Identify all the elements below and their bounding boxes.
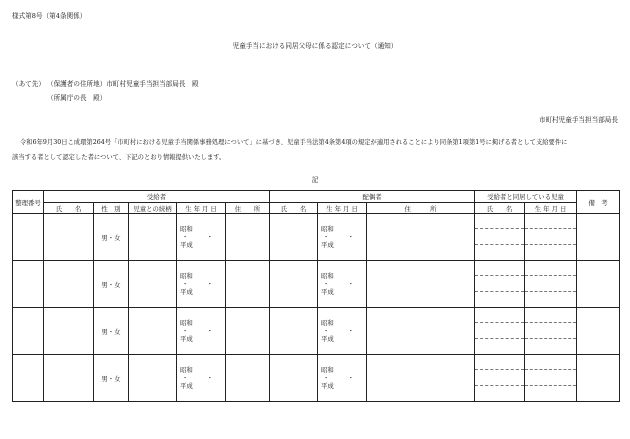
cell-recipient-gender: 男・女 xyxy=(94,214,129,261)
cell-recipient-name[interactable] xyxy=(44,308,94,355)
cell-recipient-relation[interactable] xyxy=(129,355,177,402)
cell-number[interactable] xyxy=(13,308,44,355)
era-heisei: 平成 xyxy=(180,241,193,249)
era-heisei: 平成 xyxy=(321,241,334,249)
era-heisei: 平成 xyxy=(321,288,334,296)
date-separator: ・ ・ xyxy=(181,280,219,288)
cell-recipient-address[interactable] xyxy=(226,214,270,261)
cell-recipient-birthdate[interactable] xyxy=(177,355,226,402)
addressee-line1: （保護者の住所地）市町村児童手当担当部局長 殿 xyxy=(47,80,199,88)
cell-spouse-address[interactable] xyxy=(367,308,475,355)
addressee-line2: （所属庁の長 殿） xyxy=(47,94,107,102)
cell-notes[interactable] xyxy=(577,308,620,355)
cell-recipient-name[interactable] xyxy=(44,355,94,402)
cell-recipient-name[interactable] xyxy=(44,214,94,261)
date-separator: ・ ・ xyxy=(322,374,361,382)
table-row xyxy=(13,308,620,355)
cell-recipient-gender: 男・女 xyxy=(94,355,129,402)
era-showa: 昭和 xyxy=(180,319,193,327)
date-separator: ・ ・ xyxy=(322,280,361,288)
cell-recipient-birthdate[interactable] xyxy=(177,214,226,261)
cell-notes[interactable] xyxy=(577,214,620,261)
era-heisei: 平成 xyxy=(321,382,334,390)
date-separator: ・ ・ xyxy=(322,233,361,241)
cell-notes[interactable] xyxy=(577,355,620,402)
cell-child-name[interactable] xyxy=(475,261,525,308)
sub-recipient-address: 住 所 xyxy=(226,203,270,214)
cell-recipient-relation[interactable] xyxy=(129,214,177,261)
cell-recipient-gender: 男・女 xyxy=(94,261,129,308)
era-showa: 昭和 xyxy=(180,366,193,374)
cell-spouse-name[interactable] xyxy=(270,214,318,261)
sub-child-name: 氏 名 xyxy=(475,203,525,214)
table-row xyxy=(13,355,620,402)
cell-spouse-name[interactable] xyxy=(270,261,318,308)
cell-child-birthdate[interactable] xyxy=(525,261,577,308)
cell-spouse-birthdate[interactable] xyxy=(318,308,367,355)
cell-recipient-address[interactable] xyxy=(226,261,270,308)
sub-recipient-gender: 性 別 xyxy=(94,203,129,214)
cell-recipient-relation[interactable] xyxy=(129,308,177,355)
era-heisei: 平成 xyxy=(180,335,193,343)
sub-recipient-name: 氏 名 xyxy=(44,203,94,214)
cell-number[interactable] xyxy=(13,261,44,308)
header-notes: 備 考 xyxy=(577,191,620,214)
cell-number[interactable] xyxy=(13,355,44,402)
era-showa: 昭和 xyxy=(180,225,193,233)
date-separator: ・ ・ xyxy=(181,374,219,382)
cell-spouse-address[interactable] xyxy=(367,214,475,261)
info-table xyxy=(12,190,620,402)
era-showa: 昭和 xyxy=(321,319,334,327)
addressee-prefix: （あて先） xyxy=(12,80,45,88)
cell-spouse-address[interactable] xyxy=(367,355,475,402)
cell-spouse-name[interactable] xyxy=(270,308,318,355)
cell-child-name[interactable] xyxy=(475,355,525,402)
era-showa: 昭和 xyxy=(321,366,334,374)
cell-child-birthdate[interactable] xyxy=(525,214,577,261)
date-separator: ・ ・ xyxy=(322,327,361,335)
era-heisei: 平成 xyxy=(180,382,193,390)
ki-label: 記 xyxy=(311,176,319,184)
cell-number[interactable] xyxy=(13,214,44,261)
cell-recipient-birthdate[interactable] xyxy=(177,261,226,308)
cell-child-name[interactable] xyxy=(475,308,525,355)
cell-spouse-birthdate[interactable] xyxy=(318,261,367,308)
document-title: 児童手当における同居父母に係る認定について（通知） xyxy=(232,42,398,50)
cell-notes[interactable] xyxy=(577,261,620,308)
era-heisei: 平成 xyxy=(180,288,193,296)
sub-recipient-birthdate: 生 年 月 日 xyxy=(177,203,226,214)
body-line-2: 該当する者として認定した者について、下記のとおり情報提供いたします。 xyxy=(12,154,226,161)
header-child: 受給者と同居している児童 xyxy=(475,191,577,203)
form-number: 様式第8号（第4条関係） xyxy=(12,12,87,20)
cell-spouse-birthdate[interactable] xyxy=(318,214,367,261)
cell-spouse-address[interactable] xyxy=(367,261,475,308)
date-separator: ・ ・ xyxy=(181,327,219,335)
cell-child-birthdate[interactable] xyxy=(525,355,577,402)
sub-child-birthdate: 生 年 月 日 xyxy=(525,203,577,214)
date-separator: ・ ・ xyxy=(181,233,219,241)
table-row xyxy=(13,261,620,308)
cell-recipient-name[interactable] xyxy=(44,261,94,308)
header-recipient: 受給者 xyxy=(44,191,270,203)
sub-spouse-name: 氏 名 xyxy=(270,203,318,214)
header-spouse: 配偶者 xyxy=(270,191,475,203)
cell-recipient-gender: 男・女 xyxy=(94,308,129,355)
body-line-1: 令和6年9月30日こ成環第264号「市町村における児童手当関係事務処理について」に基づき、児童手当法第4条第4項の規定が適用されることにより同条第1項第1号に掲げる者として支給要件に xyxy=(20,139,568,146)
cell-recipient-address[interactable] xyxy=(226,308,270,355)
header-number: 整理番号 xyxy=(13,191,44,214)
cell-recipient-address[interactable] xyxy=(226,355,270,402)
sub-recipient-relation: 児童との続柄 xyxy=(129,203,177,214)
era-showa: 昭和 xyxy=(321,272,334,280)
sub-spouse-address: 住 所 xyxy=(367,203,475,214)
era-showa: 昭和 xyxy=(321,225,334,233)
cell-recipient-relation[interactable] xyxy=(129,261,177,308)
cell-recipient-birthdate[interactable] xyxy=(177,308,226,355)
cell-spouse-birthdate[interactable] xyxy=(318,355,367,402)
era-showa: 昭和 xyxy=(180,272,193,280)
table-row xyxy=(13,214,620,261)
cell-spouse-name[interactable] xyxy=(270,355,318,402)
cell-child-name[interactable] xyxy=(475,214,525,261)
sub-spouse-birthdate: 生 年 月 日 xyxy=(318,203,367,214)
cell-child-birthdate[interactable] xyxy=(525,308,577,355)
era-heisei: 平成 xyxy=(321,335,334,343)
sender: 市町村児童手当担当部局長 xyxy=(538,116,618,124)
